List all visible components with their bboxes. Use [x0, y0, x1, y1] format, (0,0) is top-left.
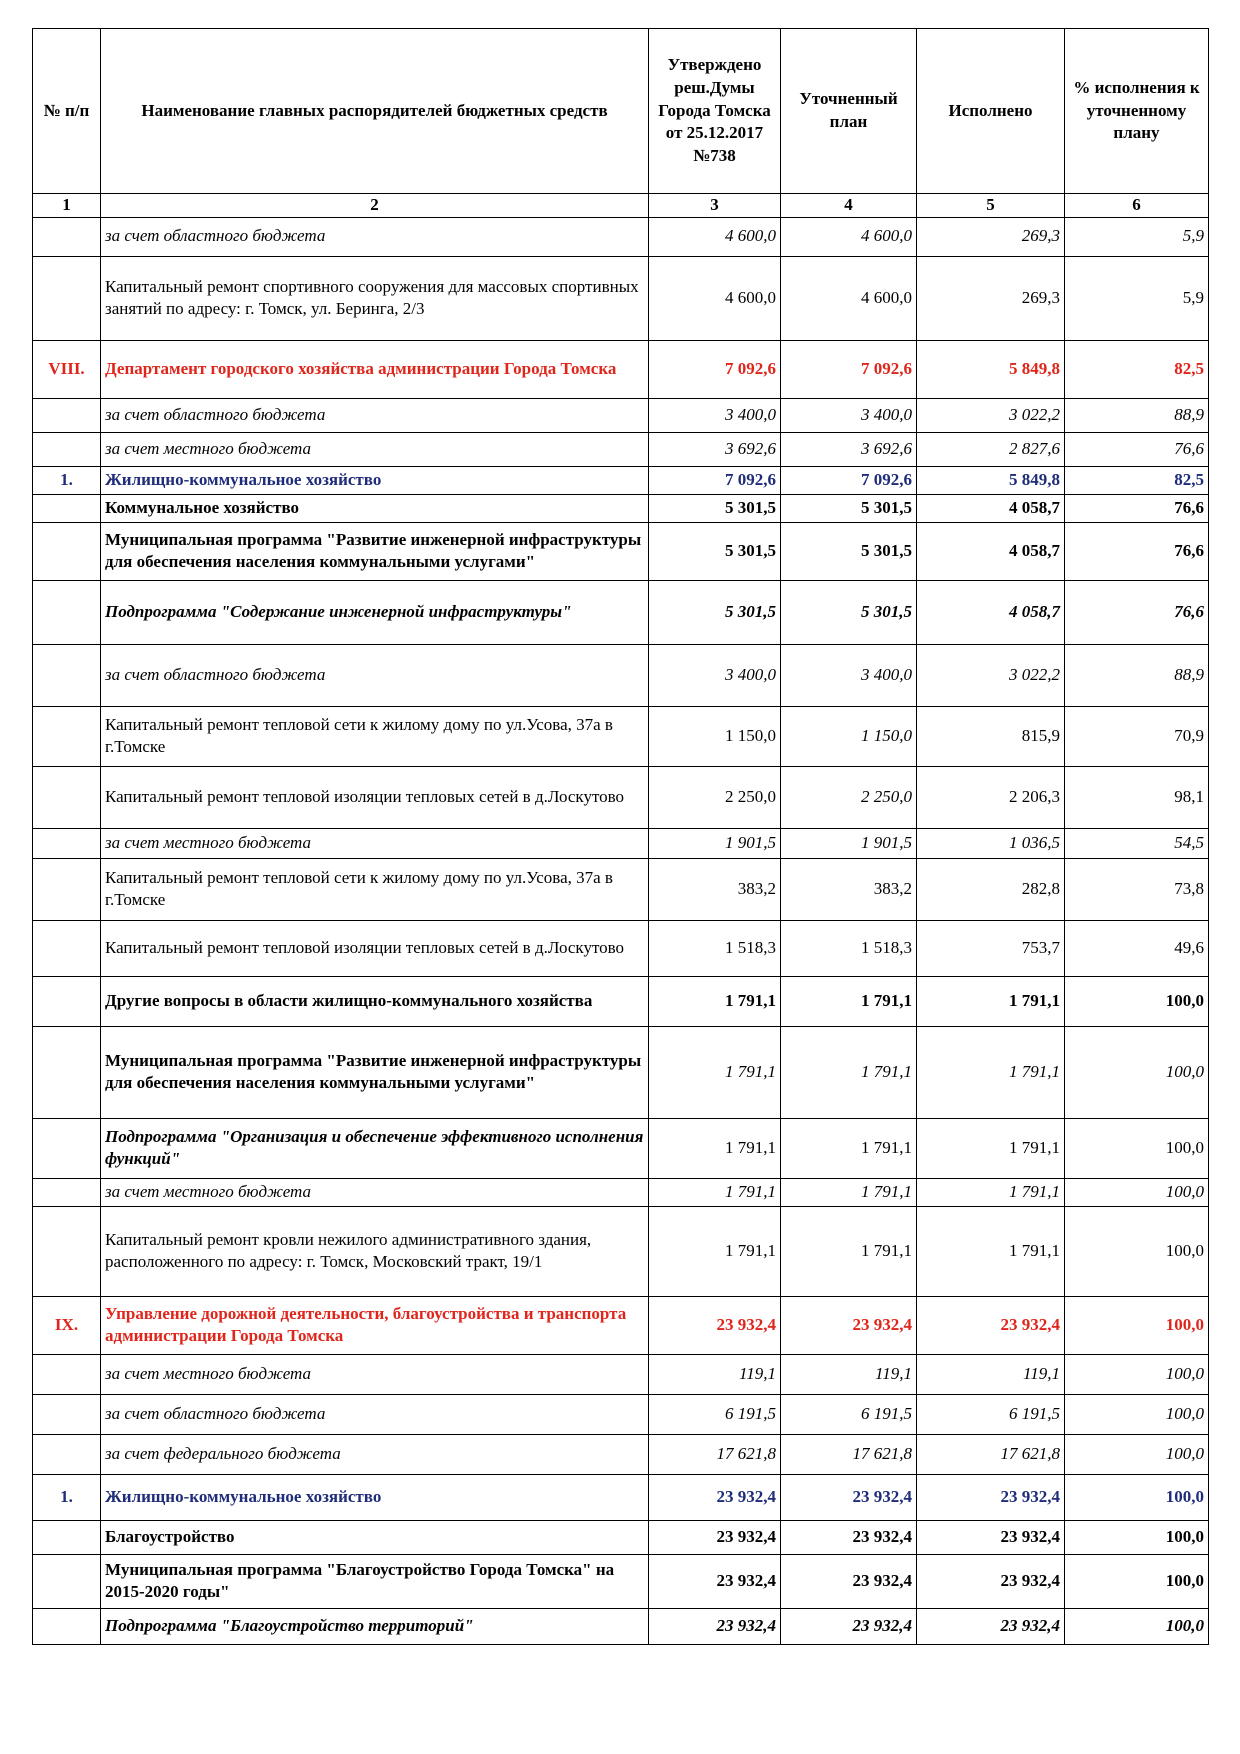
approved-value: 1 791,1 [649, 1178, 781, 1206]
executed-value: 269,3 [917, 217, 1065, 256]
percent-value: 100,0 [1065, 1554, 1209, 1608]
executed-value: 4 058,7 [917, 580, 1065, 644]
percent-value: 100,0 [1065, 1520, 1209, 1554]
header-approved: Утверждено реш.Думы Города Томска от 25.12.2017 №738 [649, 29, 781, 194]
row-name: Муниципальная программа "Благоустройство Города Томска" на 2015-2020 годы" [101, 1554, 649, 1608]
percent-value: 100,0 [1065, 1118, 1209, 1178]
executed-value: 3 022,2 [917, 644, 1065, 706]
row-name: за счет местного бюджета [101, 828, 649, 858]
column-number: 5 [917, 194, 1065, 218]
column-number: 6 [1065, 194, 1209, 218]
executed-value: 4 058,7 [917, 522, 1065, 580]
revised-plan-value: 7 092,6 [781, 466, 917, 494]
executed-value: 1 036,5 [917, 828, 1065, 858]
table-row [33, 1554, 1209, 1608]
row-number [33, 976, 101, 1026]
executed-value: 815,9 [917, 706, 1065, 766]
percent-value: 100,0 [1065, 1394, 1209, 1434]
table-row [33, 1520, 1209, 1554]
percent-value: 54,5 [1065, 828, 1209, 858]
row-name: за счет местного бюджета [101, 1178, 649, 1206]
executed-value: 4 058,7 [917, 494, 1065, 522]
percent-value: 98,1 [1065, 766, 1209, 828]
row-name: Коммунальное хозяйство [101, 494, 649, 522]
row-name: Подпрограмма "Благоустройство территорий" [101, 1608, 649, 1644]
revised-plan-value: 1 518,3 [781, 920, 917, 976]
row-number [33, 217, 101, 256]
approved-value: 119,1 [649, 1354, 781, 1394]
revised-plan-value: 3 692,6 [781, 432, 917, 466]
approved-value: 2 250,0 [649, 766, 781, 828]
row-number [33, 494, 101, 522]
approved-value: 383,2 [649, 858, 781, 920]
revised-plan-value: 17 621,8 [781, 1434, 917, 1474]
approved-value: 5 301,5 [649, 494, 781, 522]
executed-value: 2 827,6 [917, 432, 1065, 466]
approved-value: 6 191,5 [649, 1394, 781, 1434]
revised-plan-value: 6 191,5 [781, 1394, 917, 1434]
approved-value: 1 150,0 [649, 706, 781, 766]
row-number [33, 920, 101, 976]
row-number [33, 1394, 101, 1434]
approved-value: 5 301,5 [649, 522, 781, 580]
approved-value: 23 932,4 [649, 1474, 781, 1520]
column-number: 1 [33, 194, 101, 218]
executed-value: 23 932,4 [917, 1520, 1065, 1554]
percent-value: 76,6 [1065, 522, 1209, 580]
row-number [33, 706, 101, 766]
percent-value: 82,5 [1065, 340, 1209, 398]
approved-value: 3 400,0 [649, 644, 781, 706]
document-page [32, 28, 1208, 1645]
row-name: за счет областного бюджета [101, 644, 649, 706]
row-number [33, 766, 101, 828]
row-name: Подпрограмма "Организация и обеспечение эффективного исполнения функций" [101, 1118, 649, 1178]
table-row [33, 858, 1209, 920]
revised-plan-value: 5 301,5 [781, 494, 917, 522]
percent-value: 100,0 [1065, 1434, 1209, 1474]
approved-value: 23 932,4 [649, 1608, 781, 1644]
table-row [33, 1474, 1209, 1520]
executed-value: 5 849,8 [917, 340, 1065, 398]
row-number [33, 1118, 101, 1178]
header-number: № п/п [33, 29, 101, 194]
percent-value: 5,9 [1065, 217, 1209, 256]
revised-plan-value: 1 901,5 [781, 828, 917, 858]
row-number [33, 828, 101, 858]
revised-plan-value: 2 250,0 [781, 766, 917, 828]
executed-value: 119,1 [917, 1354, 1065, 1394]
percent-value: 88,9 [1065, 398, 1209, 432]
row-name: Капитальный ремонт спортивного сооружения для массовых спортивных занятий по адресу: г. Томск, ул. Беринга, 2/3 [101, 256, 649, 340]
table-row [33, 706, 1209, 766]
approved-value: 23 932,4 [649, 1520, 781, 1554]
row-name: Капитальный ремонт кровли нежилого административного здания, расположенного по адресу: г. Томск, Московский тракт, 19/1 [101, 1206, 649, 1296]
revised-plan-value: 119,1 [781, 1354, 917, 1394]
table-row [33, 580, 1209, 644]
approved-value: 4 600,0 [649, 256, 781, 340]
table-header-row [33, 29, 1209, 194]
row-number [33, 1434, 101, 1474]
row-name: Капитальный ремонт тепловой изоляции тепловых сетей в д.Лоскутово [101, 920, 649, 976]
row-number [33, 432, 101, 466]
revised-plan-value: 7 092,6 [781, 340, 917, 398]
revised-plan-value: 1 791,1 [781, 1206, 917, 1296]
approved-value: 3 692,6 [649, 432, 781, 466]
column-number: 2 [101, 194, 649, 218]
percent-value: 76,6 [1065, 432, 1209, 466]
column-number: 4 [781, 194, 917, 218]
executed-value: 1 791,1 [917, 976, 1065, 1026]
approved-value: 1 791,1 [649, 1026, 781, 1118]
row-name: Капитальный ремонт тепловой сети к жилому дому по ул.Усова, 37а в г.Томске [101, 858, 649, 920]
approved-value: 7 092,6 [649, 340, 781, 398]
row-number [33, 1554, 101, 1608]
percent-value: 76,6 [1065, 494, 1209, 522]
revised-plan-value: 3 400,0 [781, 398, 917, 432]
revised-plan-value: 23 932,4 [781, 1608, 917, 1644]
revised-plan-value: 1 791,1 [781, 1118, 917, 1178]
executed-value: 5 849,8 [917, 466, 1065, 494]
row-number [33, 398, 101, 432]
approved-value: 7 092,6 [649, 466, 781, 494]
percent-value: 49,6 [1065, 920, 1209, 976]
percent-value: 82,5 [1065, 466, 1209, 494]
executed-value: 1 791,1 [917, 1206, 1065, 1296]
executed-value: 753,7 [917, 920, 1065, 976]
revised-plan-value: 23 932,4 [781, 1554, 917, 1608]
approved-value: 3 400,0 [649, 398, 781, 432]
row-name: за счет областного бюджета [101, 1394, 649, 1434]
revised-plan-value: 23 932,4 [781, 1520, 917, 1554]
executed-value: 1 791,1 [917, 1118, 1065, 1178]
table-row [33, 766, 1209, 828]
percent-value: 5,9 [1065, 256, 1209, 340]
row-name: Жилищно-коммунальное хозяйство [101, 466, 649, 494]
approved-value: 1 518,3 [649, 920, 781, 976]
row-number [33, 1608, 101, 1644]
revised-plan-value: 1 791,1 [781, 1178, 917, 1206]
percent-value: 100,0 [1065, 1026, 1209, 1118]
header-name: Наименование главных распорядителей бюджетных средств [101, 29, 649, 194]
approved-value: 5 301,5 [649, 580, 781, 644]
row-number [33, 1354, 101, 1394]
executed-value: 1 791,1 [917, 1026, 1065, 1118]
table-row [33, 398, 1209, 432]
percent-value: 100,0 [1065, 1296, 1209, 1354]
table-row [33, 920, 1209, 976]
row-number [33, 1178, 101, 1206]
row-number [33, 858, 101, 920]
approved-value: 17 621,8 [649, 1434, 781, 1474]
table-row [33, 1434, 1209, 1474]
percent-value: 88,9 [1065, 644, 1209, 706]
executed-value: 17 621,8 [917, 1434, 1065, 1474]
revised-plan-value: 5 301,5 [781, 522, 917, 580]
row-name: Капитальный ремонт тепловой сети к жилому дому по ул.Усова, 37а в г.Томске [101, 706, 649, 766]
row-number [33, 1206, 101, 1296]
row-name: Муниципальная программа "Развитие инженерной инфраструктуры для обеспечения населения коммунальными услугами" [101, 522, 649, 580]
revised-plan-value: 5 301,5 [781, 580, 917, 644]
row-number [33, 256, 101, 340]
table-row [33, 1178, 1209, 1206]
table-row [33, 494, 1209, 522]
percent-value: 100,0 [1065, 976, 1209, 1026]
revised-plan-value: 383,2 [781, 858, 917, 920]
row-number [33, 580, 101, 644]
row-name: Муниципальная программа "Развитие инженерной инфраструктуры для обеспечения населения коммунальными услугами" [101, 1026, 649, 1118]
table-row [33, 1608, 1209, 1644]
revised-plan-value: 4 600,0 [781, 256, 917, 340]
table-row [33, 976, 1209, 1026]
row-name: за счет федерального бюджета [101, 1434, 649, 1474]
executed-value: 23 932,4 [917, 1296, 1065, 1354]
table-row [33, 1118, 1209, 1178]
row-number [33, 1520, 101, 1554]
row-name: за счет областного бюджета [101, 217, 649, 256]
table-row [33, 522, 1209, 580]
approved-value: 4 600,0 [649, 217, 781, 256]
revised-plan-value: 3 400,0 [781, 644, 917, 706]
approved-value: 23 932,4 [649, 1296, 781, 1354]
approved-value: 1 791,1 [649, 1118, 781, 1178]
executed-value: 2 206,3 [917, 766, 1065, 828]
percent-value: 100,0 [1065, 1608, 1209, 1644]
percent-value: 100,0 [1065, 1206, 1209, 1296]
row-name: Другие вопросы в области жилищно-коммунального хозяйства [101, 976, 649, 1026]
table-row [33, 1296, 1209, 1354]
header-revised-plan: Уточненный план [781, 29, 917, 194]
percent-value: 70,9 [1065, 706, 1209, 766]
table-row [33, 1394, 1209, 1434]
column-number: 3 [649, 194, 781, 218]
executed-value: 23 932,4 [917, 1474, 1065, 1520]
table-row [33, 1206, 1209, 1296]
row-number: VIII. [33, 340, 101, 398]
revised-plan-value: 4 600,0 [781, 217, 917, 256]
budget-execution-table [32, 28, 1209, 1645]
row-name: Подпрограмма "Содержание инженерной инфраструктуры" [101, 580, 649, 644]
percent-value: 100,0 [1065, 1474, 1209, 1520]
table-row [33, 340, 1209, 398]
executed-value: 23 932,4 [917, 1608, 1065, 1644]
table-row [33, 828, 1209, 858]
percent-value: 100,0 [1065, 1178, 1209, 1206]
row-name: Жилищно-коммунальное хозяйство [101, 1474, 649, 1520]
approved-value: 1 901,5 [649, 828, 781, 858]
column-number-row [33, 194, 1209, 218]
row-name: Управление дорожной деятельности, благоустройства и транспорта администрации Города Томска [101, 1296, 649, 1354]
executed-value: 269,3 [917, 256, 1065, 340]
approved-value: 1 791,1 [649, 976, 781, 1026]
row-name: Капитальный ремонт тепловой изоляции тепловых сетей в д.Лоскутово [101, 766, 649, 828]
executed-value: 3 022,2 [917, 398, 1065, 432]
row-name: за счет областного бюджета [101, 398, 649, 432]
row-name: Благоустройство [101, 1520, 649, 1554]
executed-value: 6 191,5 [917, 1394, 1065, 1434]
row-name: Департамент городского хозяйства администрации Города Томска [101, 340, 649, 398]
table-row [33, 1354, 1209, 1394]
table-row [33, 217, 1209, 256]
row-number [33, 644, 101, 706]
row-number [33, 1026, 101, 1118]
row-number: IX. [33, 1296, 101, 1354]
approved-value: 1 791,1 [649, 1206, 781, 1296]
header-percent: % исполнения к уточненному плану [1065, 29, 1209, 194]
executed-value: 1 791,1 [917, 1178, 1065, 1206]
table-row [33, 1026, 1209, 1118]
revised-plan-value: 23 932,4 [781, 1296, 917, 1354]
row-number: 1. [33, 466, 101, 494]
revised-plan-value: 1 150,0 [781, 706, 917, 766]
percent-value: 100,0 [1065, 1354, 1209, 1394]
percent-value: 73,8 [1065, 858, 1209, 920]
approved-value: 23 932,4 [649, 1554, 781, 1608]
table-row [33, 432, 1209, 466]
row-number [33, 522, 101, 580]
table-row [33, 256, 1209, 340]
header-executed: Исполнено [917, 29, 1065, 194]
revised-plan-value: 23 932,4 [781, 1474, 917, 1520]
table-row [33, 466, 1209, 494]
executed-value: 282,8 [917, 858, 1065, 920]
row-name: за счет местного бюджета [101, 432, 649, 466]
table-row [33, 644, 1209, 706]
row-number: 1. [33, 1474, 101, 1520]
executed-value: 23 932,4 [917, 1554, 1065, 1608]
revised-plan-value: 1 791,1 [781, 1026, 917, 1118]
revised-plan-value: 1 791,1 [781, 976, 917, 1026]
row-name: за счет местного бюджета [101, 1354, 649, 1394]
percent-value: 76,6 [1065, 580, 1209, 644]
